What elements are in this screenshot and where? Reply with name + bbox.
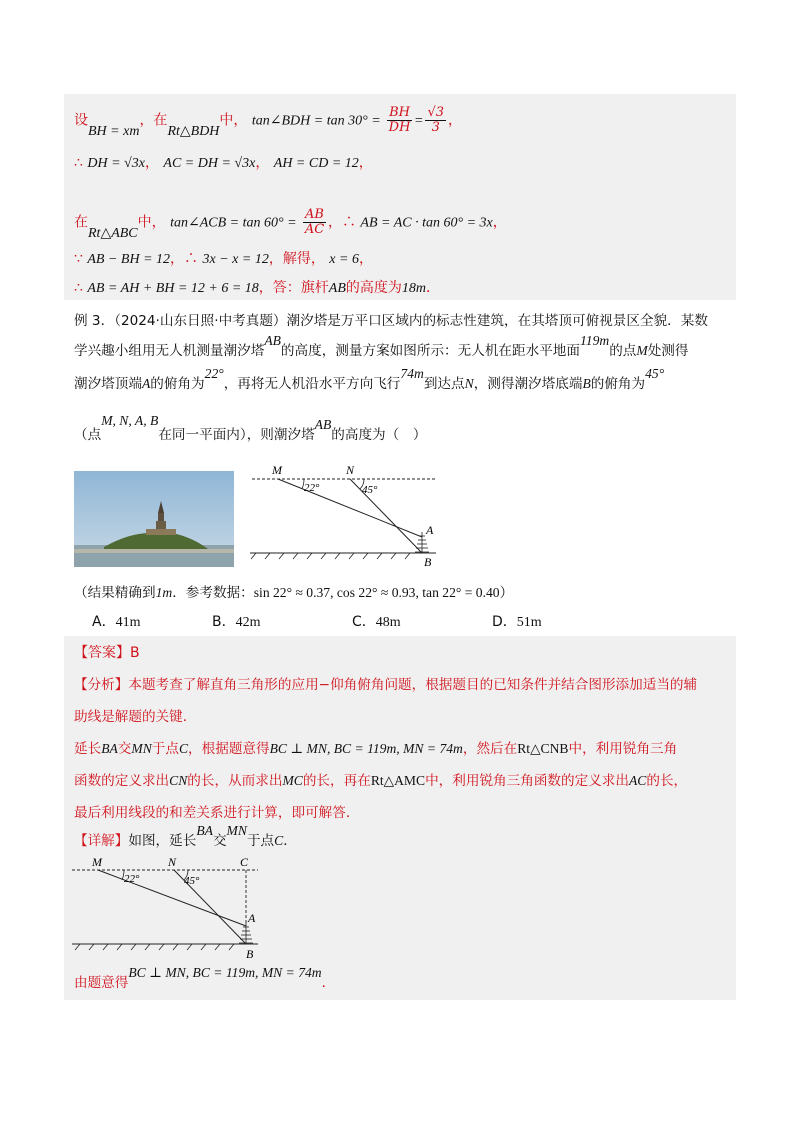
solution-line-5: ∴ AB = AH + BH = 12 + 6 = 18，答：旗杆AB的高度为18m．: [74, 280, 441, 296]
ground-hatching-2: [75, 944, 234, 950]
label-c-2: C: [240, 856, 249, 869]
fraction-root3-3: $\frac{√3}{3}$: [427, 105, 445, 135]
example-line-2: 学兴趣小组用无人机测量潮汐塔AB的高度，测量方案如图所示：无人机在距水平地面119m的点M处测得: [74, 333, 689, 359]
tower-photo-illustration: [74, 471, 234, 567]
label-a-2: A: [248, 911, 256, 925]
analysis-line-3: 延长BA交MN于点C，根据题意得BC ⊥ MN, BC = 119m, MN = 74m，然后在Rt△CNB中，利用锐角三角: [74, 741, 678, 757]
angle-label-45-2: 45°: [184, 875, 200, 887]
fraction-bh-dh: $\frac{BH}{DH}$: [388, 105, 411, 135]
sightline-m-a: [278, 479, 422, 537]
analysis-line-2: 助线是解题的关键．: [74, 709, 197, 725]
label-n-2: N: [168, 856, 177, 869]
angle-label-22: 22°: [304, 482, 320, 494]
example-line-4: （点M, N, A, B在同一平面内），则潮汐塔AB的高度为（ ）: [74, 413, 427, 443]
fraction-ab-ac: $\frac{AB}{AC}$: [304, 207, 325, 237]
reference-data-line: （结果精确到1m．参考数据：sin 22° ≈ 0.37, cos 22° ≈ 0.93, tan 22° = 0.40）: [74, 585, 514, 601]
solution-line-3: 在Rt△ABC中， tan∠ACB = tan 60° = $\frac{AB}{AC}$ ，∴ AB = AC · tan 60° = 3x，: [74, 207, 507, 241]
analysis-line-4: 函数的定义求出CN的长，从而求出MC的长，再在Rt△AMC中，利用锐角三角函数的定义求出AC的长，: [74, 773, 688, 789]
analysis-line-5: 最后利用线段的和差关系进行计算，即可解答．: [74, 805, 360, 821]
label-m-2: M: [92, 856, 102, 869]
option-d[interactable]: D．51m: [492, 614, 542, 630]
detail-line: 【详解】如图，延长BA交MN于点C．: [74, 823, 297, 849]
ground-hatching: [251, 553, 410, 559]
geometry-diagram-1: [246, 462, 442, 572]
final-line: 由题意得BC ⊥ MN, BC = 119m, MN = 74m．: [74, 965, 336, 991]
label-m: M: [272, 463, 282, 477]
sightline-m-a-2: [98, 870, 246, 926]
example-line-3: 潮汐塔顶端A的俯角为22°，再将无人机沿水平方向飞行74m到达点N，测得潮汐塔底端B的俯角为45°: [74, 366, 665, 392]
label-b: B: [424, 555, 432, 569]
analysis-line-1: 【分析】本题考查了解直角三角形的应用−仰角俯角问题，根据题目的已知条件并结合图形添加适当的辅: [74, 677, 698, 693]
example-line-1: 例 3．（2024·山东日照·中考真题）潮汐塔是万平口区域内的标志性建筑，在其塔顶可俯视景区全貌．某数: [74, 313, 708, 329]
geometry-diagram-2: [70, 856, 266, 962]
solution-line-2: ∴ DH = √3x， AC = DH = √3x， AH = CD = 12，: [74, 155, 373, 171]
tower-photo: [74, 471, 234, 567]
answer-line: 【答案】B: [74, 645, 140, 661]
option-c[interactable]: C．48m: [352, 614, 401, 630]
option-b[interactable]: B．42m: [212, 614, 261, 630]
label-b-2: B: [246, 947, 254, 961]
label-a: A: [426, 523, 434, 537]
tower-symbol-2: [239, 922, 253, 944]
angle-label-45: 45°: [362, 484, 378, 496]
label-n: N: [346, 463, 355, 477]
angle-label-22-2: 22°: [124, 873, 140, 885]
sightline-n-b: [350, 479, 422, 553]
option-a[interactable]: A．41m: [92, 614, 141, 630]
solution-line-4: ∵ AB − BH = 12，∴ 3x − x = 12，解得， x = 6，: [74, 251, 373, 267]
solution-line-1: 设BH = xm，在Rt△BDH中， tan∠BDH = tan 30° = $\frac{BH}{DH}$ = $\frac{√3}{3}$ ，: [74, 105, 463, 139]
